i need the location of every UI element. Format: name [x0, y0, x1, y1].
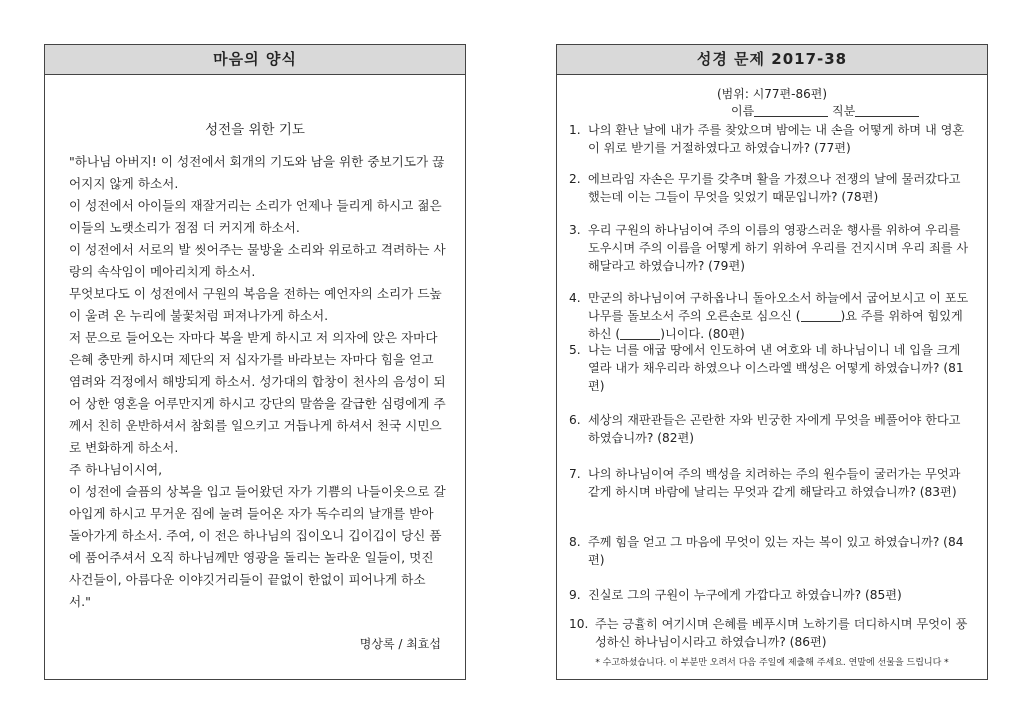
- question-number: 2.: [569, 172, 581, 186]
- question-number: 5.: [569, 343, 581, 357]
- question-text-part: )요 주를 위하여 힘있게 하신 (: [588, 309, 963, 341]
- question-item: [569, 615, 971, 651]
- quiz-range: (범위: 시77편-86편): [716, 87, 828, 101]
- prayer-paragraph: 무엇보다도 이 성전에서 구원의 복음을 전하는 예언자의 소리가 드높이 울려 온 누리에 불꽃처럼 퍼져나가게 하소서.: [69, 286, 442, 323]
- question-text: 에브라임 자손은 무기를 갖추며 활을 가졌으나 전쟁의 날에 물러갔다고 했는데 이는 그들이 무엇을 잊었기 때문입니까? (78편): [588, 172, 961, 204]
- question-number: 3.: [569, 223, 581, 237]
- prayer-paragraph: 이 성전에서 아이들의 재잘거리는 소리가 언제나 들리게 하시고 젊은이들의 노랫소리가 점점 더 커지게 하소서.: [69, 198, 442, 235]
- question-text-part: 만군의 하나님이여 구하옵나니 돌아오소서 하늘에서 굽어보시고 이 포도나무를 돌보소서 주의 오른손로 심으신 (: [588, 291, 969, 323]
- question-item: [569, 533, 971, 569]
- question-number: 1.: [569, 123, 581, 137]
- question-text: 우리 구원의 하나님이여 주의 이름의 영광스러운 행사를 위하여 우리를 도우시며 주의 이름을 어떻게 하기 위하여 우리를 건지시며 우리 죄를 사해달라고 하였습니까? (79편): [588, 223, 969, 273]
- question-item: [569, 121, 971, 157]
- position-label: 직분: [832, 104, 856, 118]
- prayer-paragraph: 이 성전에서 서로의 발 씻어주는 물방울 소리와 위로하고 격려하는 사랑의 속삭임이 메아리치게 하소서.: [69, 242, 446, 279]
- question-text-part: )니이다. (80편): [660, 327, 745, 341]
- name-label: 이름: [731, 104, 755, 118]
- prayer-paragraph: "하나님 아버지! 이 성전에서 회개의 기도와 남을 위한 중보기도가 끊어지지 않게 하소서.: [69, 154, 445, 191]
- question-text: 세상의 재판관들은 곤란한 자와 빈궁한 자에게 무엇을 베풀어야 한다고 하였습니까? (82편): [588, 413, 961, 445]
- name-row: [731, 102, 919, 119]
- name-blank[interactable]: [754, 104, 828, 117]
- prayer-paragraph: 이 성전에 슬픔의 상복을 입고 들어왔던 자가 기쁨의 나들이옷으로 갈아입게 하시고 무거운 짐에 눌려 들어온 자가 독수리의 날개를 받아 돌아가게 하소서. 주여, 이 전은 하나님의 집이오니 깁이깁이 당신 품에 품어주셔서 오직 하나님께만 영광을 돌리는 놀라운 일들이, 멋진 사건들이, 아름다운 이야깃거리들이 끝없이 한없이 피어나게 하소서.": [69, 484, 446, 609]
- question-text: [588, 289, 971, 343]
- question-item: [569, 289, 971, 343]
- question-text: 주는 긍휼히 여기시며 은혜를 베푸시며 노하기를 더디하시며 무엇이 풍성하신 하나님이시라고 하였습니까? (86편): [595, 617, 968, 649]
- question-number: 8.: [569, 535, 581, 549]
- bible-quiz-panel: [556, 44, 988, 680]
- panel-header: 성경 문제 2017-38: [557, 45, 987, 75]
- question-text: 나는 너를 애굽 땅에서 인도하여 낸 여호와 네 하나님이니 네 입을 크게 열라 내가 채우리라 하였으나 이스라엘 백성은 어떻게 하였습니까? (81편): [588, 343, 964, 393]
- question-item: [569, 221, 971, 275]
- question-number: 7.: [569, 467, 581, 481]
- answer-blank[interactable]: [620, 327, 660, 340]
- question-text: 나의 하나님이여 주의 백성을 치려하는 주의 원수들이 굴러가는 무엇과 같게 하시며 바람에 날리는 무엇과 같게 해달라고 하였습니까? (83편): [588, 467, 961, 499]
- question-item: [569, 170, 971, 206]
- question-text: 진실로 그의 구원이 누구에게 가깝다고 하였습니까? (85편): [588, 588, 902, 602]
- question-item: [569, 586, 971, 604]
- question-number: 4.: [569, 291, 581, 305]
- position-blank[interactable]: [855, 104, 919, 117]
- prayer-paragraph: 주 하나님이시여,: [69, 462, 163, 477]
- question-item: [569, 411, 971, 447]
- meditation-panel: [44, 44, 466, 680]
- question-item: [569, 341, 971, 395]
- question-number: 9.: [569, 588, 581, 602]
- prayer-paragraph: 저 문으로 들어오는 자마다 복을 받게 하시고 저 의자에 앉은 자마다 은혜 충만케 하시며 제단의 저 십자가를 바라보는 자마다 힘을 얻고 염려와 걱정에서 해방되게 하소서. 성가대의 합창이 천사의 음성이 되어 상한 영혼을 어루만지게 하시고 강단의 말씀을 갈급한 심령에게 주께서 친히 운반하셔서 참회를 일으키고 거듭나게 하셔서 천국 시민으로 변화하게 하소서.: [69, 330, 446, 455]
- question-number: 6.: [569, 413, 581, 427]
- signature: 명상록 / 최효섭: [359, 637, 441, 651]
- answer-blank[interactable]: [801, 309, 841, 322]
- prayer-title: 성전을 위한 기도: [205, 122, 305, 138]
- prayer-body: [69, 151, 447, 613]
- footer-note: * 수고하셨습니다. 이 부분만 오려서 다음 주일에 제출해 주세요. 연말에 선물을 드립니다 *: [595, 658, 949, 668]
- question-number: 10.: [569, 617, 589, 631]
- panel-header: 마음의 양식: [45, 45, 465, 75]
- question-text: 주께 힘을 얻고 그 마음에 무엇이 있는 자는 복이 있고 하였습니까? (84편): [588, 535, 964, 567]
- question-item: [569, 465, 971, 501]
- question-text: 나의 환난 날에 내가 주를 찾았으며 밤에는 내 손을 어떻게 하며 내 영혼이 위로 받기를 거절하였다고 하였습니까? (77편): [588, 123, 965, 155]
